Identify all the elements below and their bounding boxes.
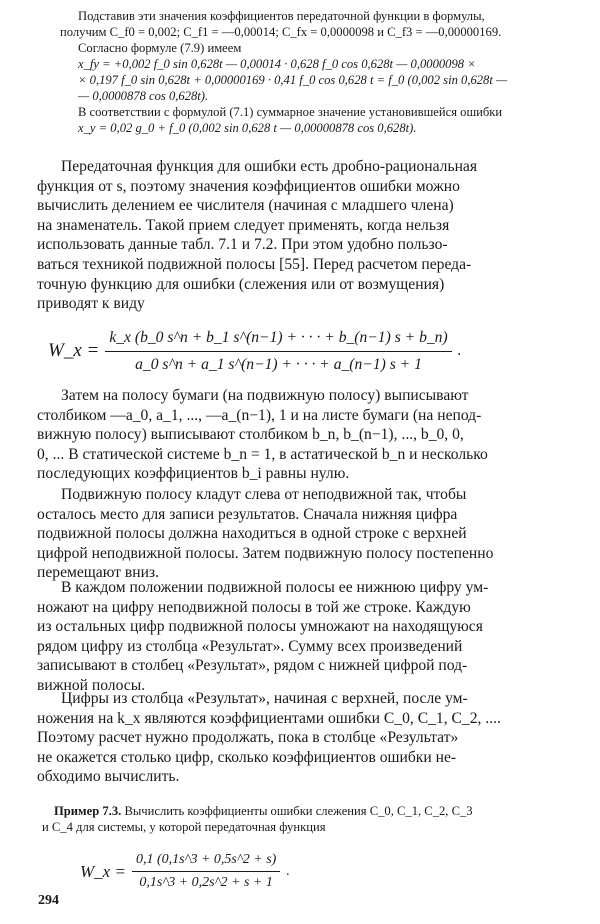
text-line: получим C_f0 = 0,002; C_f1 = —0,00014; C_fx = 0,0000098 и C_f3 = —0,00000169. [60, 25, 502, 39]
text-line: цифрой неподвижной полосы. Затем подвижную полосу постепенно [37, 544, 494, 562]
formula-wx-general [48, 328, 462, 374]
fraction-numerator: 0,1 (0,1s^3 + 0,5s^2 + s) [132, 852, 280, 872]
text-line: Согласно формуле (7.9) имеем [78, 41, 242, 55]
text-line: В каждом положении подвижной полосы ее нижнюю цифру ум- [61, 579, 489, 596]
text-line: Поэтому расчет нужно продолжать, пока в столбце «Результат» [37, 729, 459, 747]
text-line: Подвижную полосу кладут слева от неподвижной так, чтобы [61, 486, 467, 503]
text-line: на знаменатель. Такой прием следует применять, когда нельзя [37, 216, 450, 234]
text-line: обходимо вычислить. [37, 768, 180, 786]
paragraph-paper-strip [37, 386, 587, 484]
text-line: Затем на полосу бумаги (на подвижную полосу) выписывают [61, 387, 469, 404]
formula-end: . [286, 863, 290, 879]
text-line: ваться техникой подвижной полосы [55]. Перед расчетом переда- [37, 255, 472, 273]
text-line: не окажется столько цифр, сколько коэффициентов ошибки не- [37, 748, 457, 766]
text-line: осталось место для записи результатов. Сначала нижняя цифра [37, 505, 458, 523]
text-line: использовать данные табл. 7.1 и 7.2. При этом удобно пользо- [37, 236, 448, 254]
paragraph-strip-placement [37, 485, 587, 583]
text-line: 0, ... В статической системе b_n = 1, в астатической b_n и несколько [37, 445, 488, 463]
fraction [132, 852, 280, 891]
page-number: 294 [38, 893, 59, 908]
formula-line: x_y = 0,02 g_0 + f_0 (0,002 sin 0,628 t — 0,00000878 cos 0,628t). [78, 121, 417, 135]
example-text: Вычислить коэффициенты ошибки слежения C_0, C_1, C_2, C_3 [124, 804, 473, 818]
text-line: Передаточная функция для ошибки есть дробно-рациональная [61, 158, 478, 175]
text-line: вижной полосы. [37, 676, 146, 694]
formula-wx-example [80, 852, 290, 891]
text-line: и C_4 для системы, у которой передаточная функция [42, 820, 326, 834]
fraction-numerator: k_x (b_0 s^n + b_1 s^(n−1) + · · · + b_(n−1) s + b_n) [105, 328, 451, 352]
text-line: из остальных цифр подвижной полосы умножают на находящуюся [37, 618, 483, 636]
example-7-3 [42, 803, 582, 835]
paragraph-transfer-function [37, 157, 587, 314]
fraction [105, 328, 451, 374]
text-line: Цифры из столбца «Результат», начиная с верхней, после ум- [61, 690, 468, 707]
paragraph-results [37, 689, 587, 787]
text-line: столбиком —a_0, a_1, ..., —a_(n−1), 1 и на листе бумаги (на непод- [37, 406, 482, 424]
text-line: подвижной полосы должна находиться в одной строке с верхней [37, 525, 467, 543]
fraction-denominator: 0,1s^3 + 0,2s^2 + s + 1 [139, 875, 273, 890]
text-line: В соответствии с формулой (7.1) суммарное значение установившейся ошибки [78, 105, 503, 119]
text-line: функция от s, поэтому значения коэффициентов ошибки можно [37, 177, 460, 195]
formula-lhs: W_x = [80, 861, 126, 881]
text-line: последующих коэффициентов b_i равны нулю. [37, 465, 350, 483]
formula-lhs: W_x = [48, 340, 100, 362]
text-line: ножают на цифру неподвижной полосы в той же строке. Каждую [37, 598, 471, 616]
text-line: вижную полосу) выписывают столбиком b_n, b_(n−1), ..., b_0, 0, [37, 426, 464, 444]
text-line: записывают в столбец «Результат», рядом с нижней цифрой под- [37, 657, 468, 675]
text-line [42, 803, 582, 819]
text-line: приводят к виду [37, 295, 145, 313]
text-line: рядом цифру из столбца «Результат». Сумму всех произведений [37, 637, 463, 655]
fraction-denominator: a_0 s^n + a_1 s^(n−1) + · · · + a_(n−1) s + 1 [135, 355, 422, 373]
formula-line: x_fy = +0,002 f_0 sin 0,628t — 0,00014 · 0,628 f_0 cos 0,628t — 0,0000098 × [78, 57, 476, 71]
formula-end: . [457, 342, 462, 360]
formula-line: — 0,0000878 cos 0,628t). [78, 89, 209, 103]
text-line: перемещают вниз. [37, 564, 159, 582]
text-line: Подставив эти значения коэффициентов передаточной функции в формулы, [78, 9, 485, 23]
formula-line: × 0,197 f_0 sin 0,628t + 0,00000169 · 0,41 f_0 cos 0,628 t = f_0 (0,002 sin 0,628t — [78, 73, 508, 87]
text-line: точную функцию для ошибки (слежения или от возмущения) [37, 275, 445, 293]
top-derivation-block [60, 8, 578, 136]
text-line: ножения на k_x являются коэффициентами ошибки C_0, C_1, C_2, .... [37, 709, 501, 727]
paragraph-multiplication [37, 578, 587, 696]
example-label: Пример 7.3. [54, 804, 122, 818]
text-line: вычислить делением ее числителя (начиная с младшего члена) [37, 197, 454, 215]
